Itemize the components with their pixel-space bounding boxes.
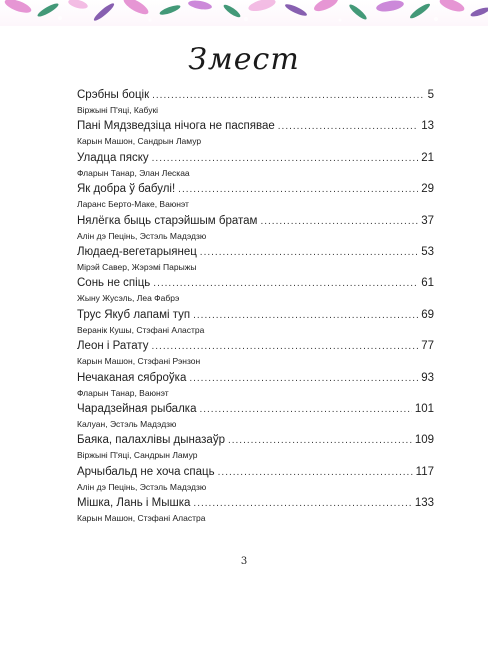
toc-entry[interactable]: [77, 308, 434, 336]
toc-entry-page: 69: [421, 308, 434, 321]
toc-entry-row: [77, 339, 434, 353]
dot-leader: [193, 309, 418, 323]
toc-entry-title: Сонь не спіць: [77, 277, 151, 290]
toc-entry-row: [77, 402, 434, 416]
toc-entry-authors: Веранік Кушы, Стэфані Аластра: [77, 324, 205, 335]
toc-entry-row: [77, 276, 434, 290]
toc-entry-title: Пані Мядзведзіца нічога не паспявае: [77, 120, 275, 133]
toc-entry-page: 133: [414, 497, 434, 510]
toc-entry-page: 117: [415, 465, 434, 478]
floral-banner: [0, 0, 488, 26]
toc-entry-title: Срэбны боцік: [77, 89, 150, 101]
toc-entry-authors: Віржыні П'яці, Кабукі: [77, 105, 159, 115]
toc-entry-row: [77, 496, 434, 510]
dot-leader: [153, 277, 418, 291]
toc-entry-row: [77, 119, 434, 133]
toc-entry-page: 13: [421, 120, 434, 133]
dot-leader: [178, 183, 418, 197]
toc-entry-row: [77, 88, 434, 102]
toc-entry-row: [77, 433, 434, 447]
toc-entry-title: Арчыбальд не хоча спаць: [77, 465, 215, 478]
dot-leader: [218, 466, 413, 480]
toc-entry-authors: Фларын Танар, Ваюнэт: [77, 387, 169, 398]
dot-leader: [152, 340, 419, 354]
toc-entry[interactable]: [77, 214, 434, 242]
toc-entry-page: 61: [421, 277, 434, 290]
toc-entry-row: [77, 245, 434, 259]
toc-entry[interactable]: [77, 339, 434, 367]
toc-entry-row: [77, 182, 434, 196]
toc-entry-row: [77, 371, 434, 385]
toc-entry[interactable]: [77, 402, 434, 430]
toc-entry-title: Нечаканая сяброўка: [77, 371, 187, 384]
toc-entry-authors: Віржыні П'яці, Сандрын Ламур: [77, 450, 198, 461]
toc-entry-title: Мішка, Лань і Мышка: [77, 497, 191, 510]
toc-entry-authors: Карын Машон, Сандрын Ламур: [77, 136, 202, 147]
toc-entry-authors: Калуан, Эстэль Мадэдзю: [77, 419, 177, 429]
dot-leader: [228, 434, 412, 448]
toc-entry-title: Чарадзейная рыбалка: [77, 403, 197, 415]
toc-entry-authors: Карын Машон, Стэфані Рэнзон: [77, 356, 201, 367]
toc-entry-title: Трус Якуб лапамі туп: [77, 308, 191, 321]
toc-entry[interactable]: [77, 182, 434, 210]
toc-entry-authors: Карын Машон, Стэфані Аластра: [77, 513, 206, 524]
toc-entry-title: Леон і Ратату: [77, 340, 149, 353]
dot-leader: [200, 246, 418, 260]
dot-leader: [189, 372, 418, 386]
dot-leader: [260, 215, 418, 229]
toc-entry-page: 77: [421, 340, 434, 353]
toc-entry-title: Уладца пяску: [77, 151, 149, 164]
toc-entry-page: 37: [421, 214, 434, 227]
toc-entry-title: Людаед-вегетарыянец: [77, 246, 197, 258]
toc-entry[interactable]: [77, 245, 434, 273]
toc-entry[interactable]: [77, 496, 434, 524]
toc-entry-page: 109: [414, 434, 434, 447]
toc-entry[interactable]: [77, 276, 434, 304]
toc-entry-row: [77, 214, 434, 228]
toc-entry[interactable]: [77, 371, 434, 399]
page-number: 3: [240, 556, 248, 567]
toc-entry-page: 93: [421, 371, 434, 384]
toc-entry-page: 29: [421, 183, 434, 196]
toc-entry-row: [77, 308, 434, 322]
dot-leader: [199, 403, 411, 417]
toc-entry-title: Баяка, палахлівы дыназаўр: [77, 434, 225, 447]
dot-leader: [152, 89, 424, 103]
toc-entry-authors: Ларанс Берто-Маке, Ваюнэт: [77, 199, 189, 210]
toc-entry-page: 101: [414, 403, 434, 415]
toc-entry-page: 5: [427, 89, 434, 101]
toc-entry[interactable]: [77, 119, 434, 147]
toc-entry-page: 53: [421, 246, 434, 258]
toc-entry-authors: Фларын Танар, Элан Лескаа: [77, 167, 190, 178]
toc-entry-authors: Алін дэ Пецінь, Эстэль Мадэдзю: [77, 230, 207, 241]
toc-entry-authors: Жыну Жусэль, Леа Фабрэ: [77, 293, 180, 304]
toc-entry-authors: Мірэй Савер, Жэрэмі Парыжы: [77, 262, 197, 272]
page-title: Змест: [188, 42, 300, 77]
toc-entry-title: Як добра ў бабулі!: [77, 183, 176, 196]
dot-leader: [278, 120, 418, 134]
dot-leader: [193, 497, 411, 511]
floral-leaves-decoration: [0, 0, 488, 26]
toc-entry-authors: Алін дэ Пецінь, Эстэль Мадэдзю: [77, 481, 207, 492]
toc-entry-row: [77, 151, 434, 165]
dot-leader: [152, 152, 419, 166]
toc-entry-page: 21: [421, 151, 434, 164]
toc-entry-title: Нялёгка быць старэйшым братам: [77, 214, 258, 227]
toc-entry[interactable]: [77, 88, 434, 116]
toc-entry[interactable]: [77, 151, 434, 179]
toc-entry-row: [77, 465, 434, 479]
toc-entry[interactable]: [77, 433, 434, 461]
toc-entry[interactable]: [77, 465, 434, 493]
